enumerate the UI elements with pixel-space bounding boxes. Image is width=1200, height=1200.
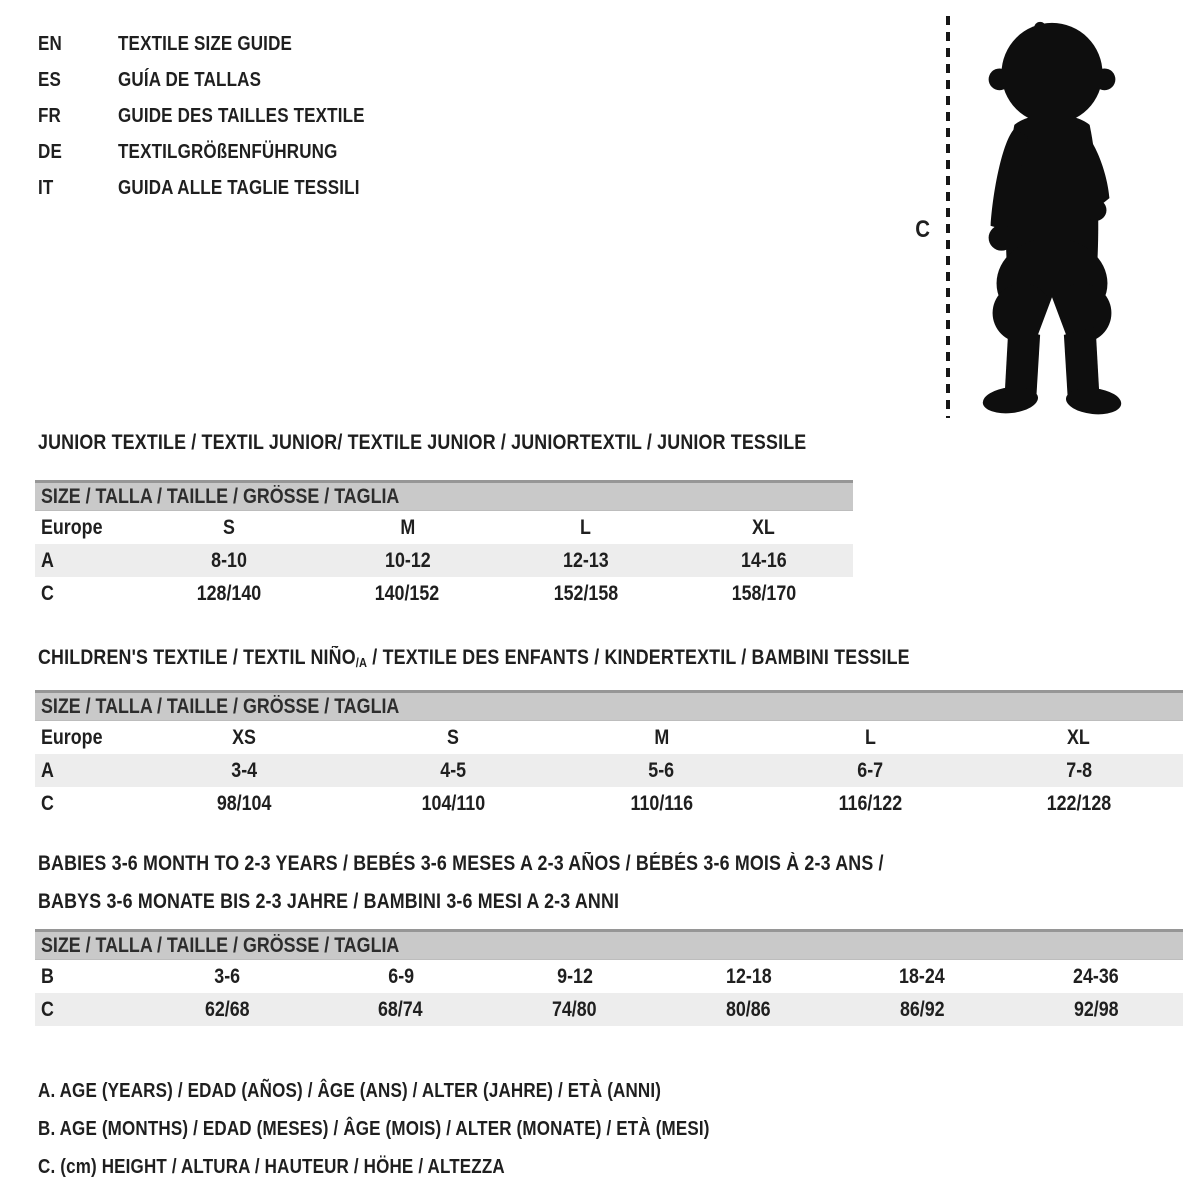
size-header-bar: SIZE / TALLA / TAILLE / GRÖSSE / TAGLIA [35, 690, 1183, 721]
junior-section-title: JUNIOR TEXTILE / TEXTIL JUNIOR/ TEXTILE JUNIOR / JUNIORTEXTIL / JUNIOR TESSILE [38, 431, 807, 454]
table-cell: 98/104 [216, 791, 272, 815]
table-cell: 116/122 [838, 791, 902, 815]
table-cell: 9-12 [556, 964, 593, 988]
table-cell: 6-7 [857, 758, 883, 782]
guide-title: TEXTILGRÖßENFÜHRUNG [118, 140, 338, 163]
table-cell: 18-24 [899, 964, 946, 988]
row-label: C [41, 997, 54, 1021]
height-measure-label: C [915, 216, 931, 243]
column-header: XL [752, 515, 776, 539]
table-row-height [35, 787, 1183, 820]
legend-line-age-years: A. AGE (YEARS) / EDAD (AÑOS) / ÂGE (ANS) / ALTER (JAHRE) / ETÀ (ANNI) [38, 1079, 662, 1102]
column-header: M [399, 515, 415, 539]
table-cell: 74/80 [552, 997, 597, 1021]
column-header: L [864, 725, 876, 749]
language-title-list [38, 26, 408, 206]
language-row-es [38, 62, 408, 98]
language-row-en [38, 26, 408, 62]
guide-title: GUIDA ALLE TAGLIE TESSILI [118, 176, 360, 199]
language-code: FR [38, 104, 62, 127]
table-cell: 62/68 [204, 997, 250, 1021]
column-header: S [446, 725, 459, 749]
row-label: C [41, 791, 54, 815]
column-header: XL [1067, 725, 1091, 749]
legend-line-age-months: B. AGE (MONTHS) / EDAD (MESES) / ÂGE (MOIS) / ALTER (MONATE) / ETÀ (MESI) [38, 1117, 710, 1140]
table-cell: 86/92 [899, 997, 945, 1021]
table-row-region [35, 511, 853, 544]
height-dashed-line [946, 16, 950, 418]
table-cell: 5-6 [648, 758, 675, 782]
table-row-age-months [35, 960, 1183, 993]
legend-line-height: C. (cm) HEIGHT / ALTURA / HAUTEUR / HÖHE / ALTEZZA [38, 1155, 505, 1178]
row-label: B [41, 964, 54, 988]
table-cell: 3-4 [231, 758, 258, 782]
size-header-bar: SIZE / TALLA / TAILLE / GRÖSSE / TAGLIA [35, 480, 853, 511]
table-row-age [35, 544, 853, 577]
table-cell: 7-8 [1065, 758, 1092, 782]
table-cell: 158/170 [731, 581, 797, 605]
babies-section-title: BABIES 3-6 MONTH TO 2-3 YEARS / BEBÉS 3-6 MESES A 2-3 AÑOS / BÉBÉS 3-6 MOIS À 2-3 ANS / BABYS 3-6 MONATE BIS 2-3 JAHRE / BAMBINI 3-6 MESI A 2-3 ANNI [38, 852, 884, 913]
row-label: A [41, 548, 54, 572]
table-cell: 68/74 [378, 997, 424, 1021]
table-cell: 104/110 [421, 791, 485, 815]
column-header: S [223, 515, 236, 539]
table-row-height [35, 577, 853, 610]
column-header: XS [232, 725, 257, 749]
table-cell: 3-6 [214, 964, 240, 988]
table-cell: 140/152 [375, 581, 440, 605]
table-cell: 110/116 [630, 791, 693, 815]
table-cell: 12-18 [725, 964, 772, 988]
column-header: M [654, 725, 669, 749]
language-row-fr [38, 98, 408, 134]
table-cell: 152/158 [553, 581, 618, 605]
language-code: IT [38, 176, 54, 199]
title-subscript: /A [355, 655, 368, 670]
size-header-bar: SIZE / TALLA / TAILLE / GRÖSSE / TAGLIA [35, 929, 1183, 960]
children-section-title: CHILDREN'S TEXTILE / TEXTIL NIÑO/A / TEXTILE DES ENFANTS / KINDERTEXTIL / BAMBINI TESSILE [38, 646, 910, 670]
row-label: C [41, 581, 54, 605]
babies-size-table [35, 929, 1183, 1026]
table-cell: 6-9 [387, 964, 414, 988]
guide-title: GUÍA DE TALLAS [118, 68, 262, 91]
table-cell: 24-36 [1073, 964, 1119, 988]
language-code: DE [38, 140, 62, 163]
language-code: ES [38, 68, 62, 91]
column-header: L [580, 515, 592, 539]
children-size-table [35, 690, 1183, 820]
guide-title: TEXTILE SIZE GUIDE [118, 32, 293, 55]
table-cell: 14-16 [741, 548, 787, 572]
table-cell: 122/128 [1046, 791, 1111, 815]
table-row-age [35, 754, 1183, 787]
region-label: Europe [41, 725, 103, 749]
region-label: Europe [41, 515, 103, 539]
toddler-silhouette-icon [962, 14, 1142, 420]
table-cell: 12-13 [562, 548, 609, 572]
table-row-region [35, 721, 1183, 754]
guide-title: GUIDE DES TAILLES TEXTILE [118, 104, 365, 127]
legend-block [38, 1072, 828, 1186]
table-cell: 128/140 [196, 581, 262, 605]
table-cell: 8-10 [211, 548, 247, 572]
table-cell: 80/86 [726, 997, 771, 1021]
table-row-height [35, 993, 1183, 1026]
row-label: A [41, 758, 54, 782]
table-cell: 92/98 [1073, 997, 1119, 1021]
language-row-de [38, 134, 408, 170]
language-row-it [38, 170, 408, 206]
table-cell: 4-5 [439, 758, 466, 782]
language-code: EN [38, 32, 62, 55]
junior-size-table [35, 480, 853, 610]
table-cell: 10-12 [384, 548, 431, 572]
